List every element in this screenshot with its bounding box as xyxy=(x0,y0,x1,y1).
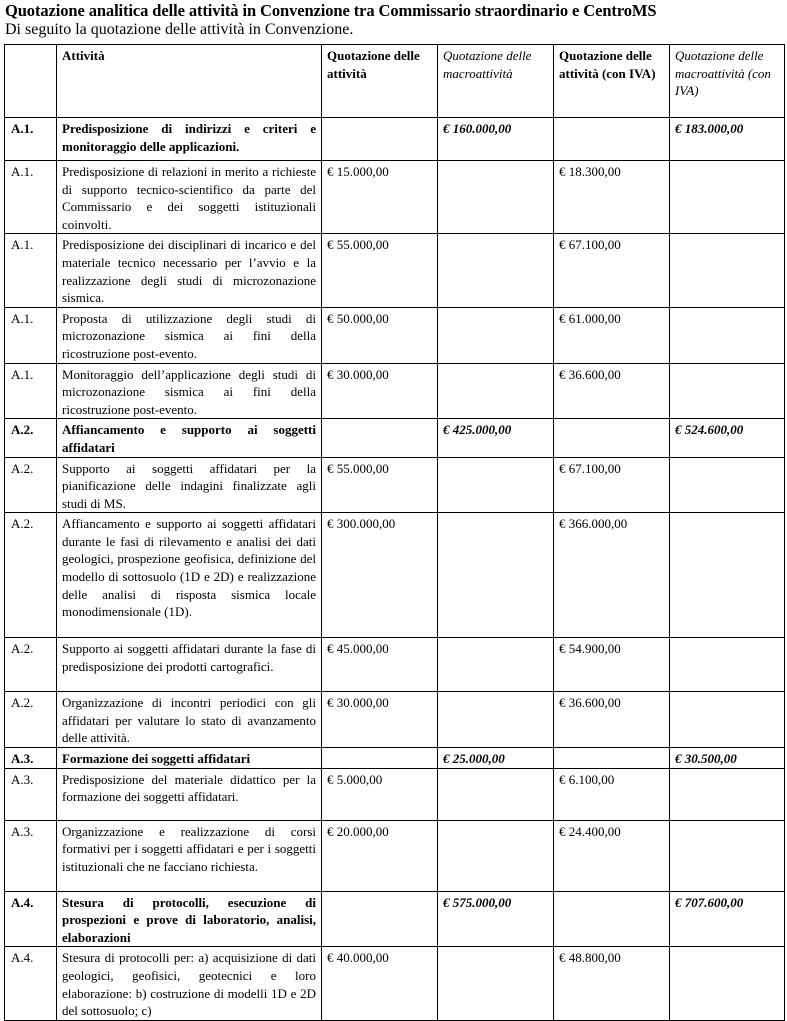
row-macro-quote xyxy=(438,363,554,419)
row-macro-quote-vat xyxy=(670,234,785,307)
row-quote: € 45.000,00 xyxy=(322,638,438,692)
row-quote-vat: € 67.100,00 xyxy=(554,234,670,307)
table-header-row xyxy=(5,45,785,118)
row-quote-vat xyxy=(554,748,670,769)
row-quote: € 30.000,00 xyxy=(322,692,438,748)
row-code: A.1. xyxy=(5,307,57,363)
table-row xyxy=(5,820,785,891)
row-code: A.2. xyxy=(5,419,57,457)
row-macro-quote xyxy=(438,638,554,692)
table-row xyxy=(5,692,785,748)
row-macro-quote: € 160.000,00 xyxy=(438,118,554,161)
row-activity: Predisposizione di indirizzi e criteri e monitoraggio delle applicazioni. xyxy=(57,118,322,161)
row-macro-quote: € 425.000,00 xyxy=(438,419,554,457)
row-macro-quote-vat xyxy=(670,638,785,692)
row-quote-vat: € 366.000,00 xyxy=(554,513,670,638)
row-quote xyxy=(322,748,438,769)
row-quote-vat: € 67.100,00 xyxy=(554,457,670,513)
document-title: Quotazione analitica delle attività in Convenzione tra Commissario straordinario e CentroMS xyxy=(5,1,657,20)
row-macro-quote-vat xyxy=(670,363,785,419)
row-activity: Predisposizione di relazioni in merito a richieste di supporto tecnico-scientifico da parte del Commissario e dei soggetti istituzionali coinvolti. xyxy=(57,161,322,234)
row-quote-vat: € 61.000,00 xyxy=(554,307,670,363)
table-row xyxy=(5,513,785,638)
row-quote xyxy=(322,891,438,947)
table-row xyxy=(5,748,785,769)
row-code: A.3. xyxy=(5,768,57,820)
row-macro-quote-vat xyxy=(670,768,785,820)
row-code: A.2. xyxy=(5,692,57,748)
row-macro-quote xyxy=(438,692,554,748)
row-quote-vat: € 54.900,00 xyxy=(554,638,670,692)
row-quote-vat: € 36.600,00 xyxy=(554,363,670,419)
row-macro-quote-vat xyxy=(670,457,785,513)
row-macro-quote-vat: € 183.000,00 xyxy=(670,118,785,161)
header-quote-vat: Quotazione delle attività (con IVA) xyxy=(554,45,670,118)
row-macro-quote-vat: € 30.500,00 xyxy=(670,748,785,769)
row-quote-vat: € 36.600,00 xyxy=(554,692,670,748)
row-macro-quote xyxy=(438,457,554,513)
row-code: A.4. xyxy=(5,947,57,1020)
row-code: A.3. xyxy=(5,748,57,769)
row-quote xyxy=(322,118,438,161)
row-macro-quote-vat xyxy=(670,307,785,363)
row-activity: Organizzazione e realizzazione di corsi formativi per i soggetti affidatari e per i soggetti istituzionali che ne facciano richiesta. xyxy=(57,820,322,891)
row-code: A.1. xyxy=(5,234,57,307)
row-macro-quote xyxy=(438,768,554,820)
row-code: A.3. xyxy=(5,820,57,891)
row-macro-quote xyxy=(438,307,554,363)
header-quote: Quotazione delle attività xyxy=(322,45,438,118)
table-row xyxy=(5,234,785,307)
row-quote: € 30.000,00 xyxy=(322,363,438,419)
table-row xyxy=(5,891,785,947)
row-macro-quote: € 575.000,00 xyxy=(438,891,554,947)
row-code: A.2. xyxy=(5,638,57,692)
row-quote: € 20.000,00 xyxy=(322,820,438,891)
row-activity: Stesura di protocolli per: a) acquisizione di dati geologici, geofisici, geotecnici e loro elaborazione: b) costruzione di modelli 1D e 2D del sottosuolo; c) xyxy=(57,947,322,1020)
row-quote-vat xyxy=(554,891,670,947)
row-activity: Predisposizione dei disciplinari di incarico e del materiale tecnico necessario per l’avvio e la realizzazione degli studi di microzonazione sismica. xyxy=(57,234,322,307)
row-macro-quote-vat: € 707.600,00 xyxy=(670,891,785,947)
row-macro-quote-vat xyxy=(670,161,785,234)
row-activity: Affiancamento e supporto ai soggetti affidatari xyxy=(57,419,322,457)
row-quote: € 5.000,00 xyxy=(322,768,438,820)
row-macro-quote xyxy=(438,947,554,1020)
row-code: A.1. xyxy=(5,161,57,234)
quotation-table xyxy=(4,44,785,1021)
table-row xyxy=(5,947,785,1020)
row-quote: € 15.000,00 xyxy=(322,161,438,234)
row-macro-quote xyxy=(438,820,554,891)
row-quote: € 55.000,00 xyxy=(322,457,438,513)
row-macro-quote-vat: € 524.600,00 xyxy=(670,419,785,457)
row-macro-quote-vat xyxy=(670,947,785,1020)
row-code: A.1. xyxy=(5,118,57,161)
row-code: A.2. xyxy=(5,457,57,513)
row-activity: Supporto ai soggetti affidatari durante la fase di predisposizione dei prodotti cartografici. xyxy=(57,638,322,692)
row-macro-quote xyxy=(438,161,554,234)
row-macro-quote-vat xyxy=(670,820,785,891)
table-row xyxy=(5,419,785,457)
row-activity: Proposta di utilizzazione degli studi di microzonazione sismica ai fini della ricostruzione post-evento. xyxy=(57,307,322,363)
row-activity: Monitoraggio dell’applicazione degli studi di microzonazione sismica ai fini della ricostruzione post-evento. xyxy=(57,363,322,419)
table-row xyxy=(5,161,785,234)
row-quote-vat: € 18.300,00 xyxy=(554,161,670,234)
row-activity: Affiancamento e supporto ai soggetti affidatari durante le fasi di rilevamento e analisi dei dati geologici, prospezione geofisica, definizione del modello di sottosuolo (1D e 2D) e realizzazione delle analisi di risposta sismica locale monodimensionale (1D). xyxy=(57,513,322,638)
row-activity: Organizzazione di incontri periodici con gli affidatari per valutare lo stato di avanzamento delle attività. xyxy=(57,692,322,748)
row-activity: Formazione dei soggetti affidatari xyxy=(57,748,322,769)
table-row xyxy=(5,457,785,513)
row-quote: € 300.000,00 xyxy=(322,513,438,638)
table-row xyxy=(5,118,785,161)
row-quote-vat: € 6.100,00 xyxy=(554,768,670,820)
row-macro-quote-vat xyxy=(670,513,785,638)
table-row xyxy=(5,768,785,820)
table-row xyxy=(5,638,785,692)
row-quote: € 40.000,00 xyxy=(322,947,438,1020)
document-subtitle: Di seguito la quotazione delle attività in Convenzione. xyxy=(5,21,354,38)
row-code: A.4. xyxy=(5,891,57,947)
row-quote xyxy=(322,419,438,457)
row-activity: Stesura di protocolli, esecuzione di prospezioni e prove di laboratorio, analisi, elaborazioni xyxy=(57,891,322,947)
row-code: A.2. xyxy=(5,513,57,638)
row-activity: Supporto ai soggetti affidatari per la pianificazione delle indagini finalizzate agli studi di MS. xyxy=(57,457,322,513)
header-macro-quote-vat: Quotazione delle macroattività (con IVA) xyxy=(670,45,785,118)
row-activity: Predisposizione del materiale didattico per la formazione dei soggetti affidatari. xyxy=(57,768,322,820)
row-macro-quote-vat xyxy=(670,692,785,748)
row-quote: € 50.000,00 xyxy=(322,307,438,363)
row-quote-vat: € 48.800,00 xyxy=(554,947,670,1020)
table-body xyxy=(5,118,785,1021)
row-quote-vat xyxy=(554,419,670,457)
row-macro-quote xyxy=(438,234,554,307)
table-row xyxy=(5,307,785,363)
row-macro-quote xyxy=(438,513,554,638)
header-activity: Attività xyxy=(57,45,322,118)
header-macro-quote: Quotazione delle macroattività xyxy=(438,45,554,118)
row-quote-vat xyxy=(554,118,670,161)
row-quote: € 55.000,00 xyxy=(322,234,438,307)
row-code: A.1. xyxy=(5,363,57,419)
header-code xyxy=(5,45,57,118)
row-quote-vat: € 24.400,00 xyxy=(554,820,670,891)
table-row xyxy=(5,363,785,419)
row-macro-quote: € 25.000,00 xyxy=(438,748,554,769)
